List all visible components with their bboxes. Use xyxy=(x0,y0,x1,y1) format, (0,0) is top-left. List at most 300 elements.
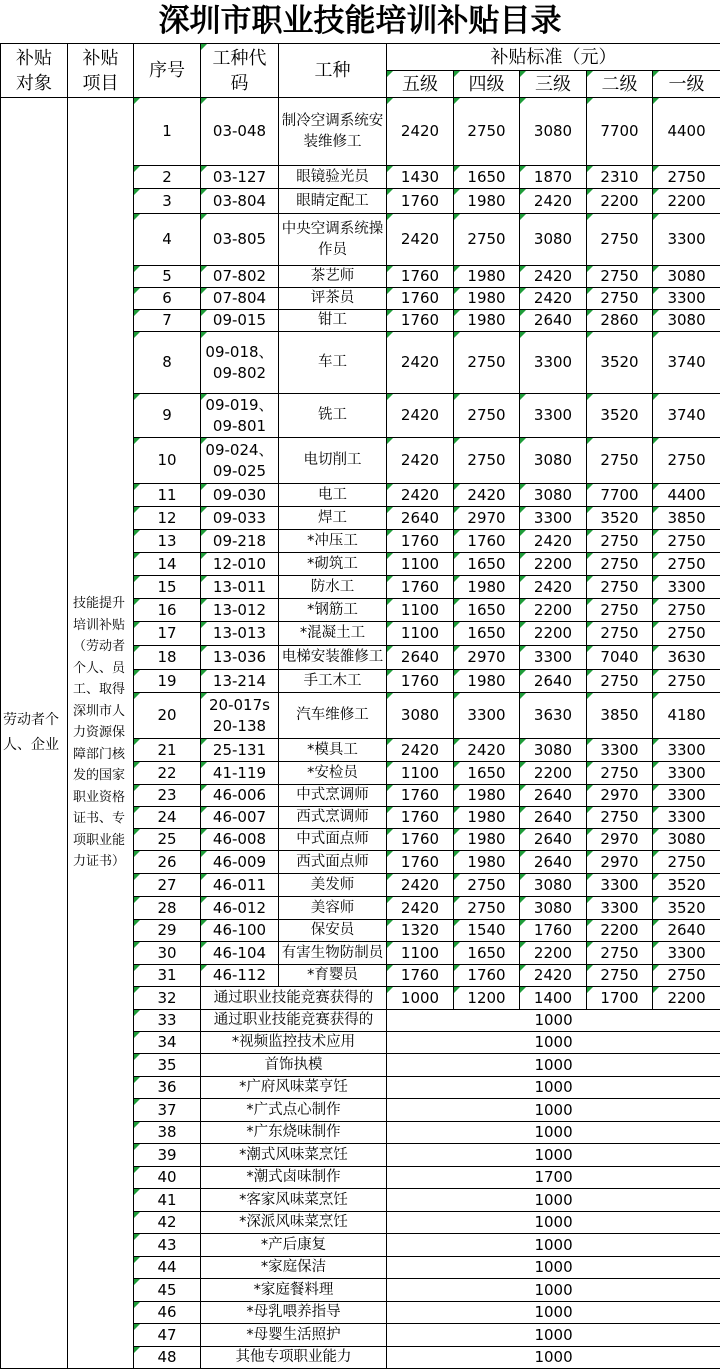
level-5-amount-cell: 1100 xyxy=(387,762,454,785)
code-cell: 09-030 xyxy=(201,484,279,507)
amount-cell: 1000 xyxy=(387,1257,720,1279)
job-cell: *冲压工 xyxy=(279,530,387,553)
level-5-amount-cell: 2420 xyxy=(387,214,454,266)
level-2-amount-cell: 7040 xyxy=(587,646,653,670)
job-cell: 通过职业技能竞赛获得的 xyxy=(201,1010,387,1032)
level-1-amount-cell: 3080 xyxy=(653,829,720,851)
seq-cell: 5 xyxy=(134,266,201,288)
level-5-amount-cell: 1760 xyxy=(387,829,454,851)
level-1-amount-cell: 2200 xyxy=(653,987,720,1010)
level-2-amount-cell: 3300 xyxy=(587,897,653,920)
level-3-amount-cell: 2200 xyxy=(520,762,587,785)
header-standard: 补贴标准（元） xyxy=(387,44,720,71)
level-5-amount-cell: 1760 xyxy=(387,670,454,693)
subsidy-project-cell: 技能提升培训补贴（劳动者个人、员工、取得深圳市人力资源保障部门核发的国家职业资格证书、专项职业能力证书） xyxy=(68,98,134,1369)
job-cell: 眼镜验光员 xyxy=(279,166,387,189)
amount-cell: 1000 xyxy=(387,1010,720,1032)
job-cell: 眼睛定配工 xyxy=(279,189,387,214)
level-3-amount-cell: 2200 xyxy=(520,553,587,576)
code-cell: 46-006 xyxy=(201,785,279,807)
level-5-amount-cell: 1760 xyxy=(387,288,454,310)
seq-cell: 24 xyxy=(134,807,201,829)
seq-cell: 32 xyxy=(134,987,201,1010)
job-cell: 手工木工 xyxy=(279,670,387,693)
level-2-amount-cell: 7700 xyxy=(587,98,653,166)
level-3-amount-cell: 3080 xyxy=(520,739,587,762)
header-project xyxy=(68,44,134,98)
job-cell: *广式点心制作 xyxy=(201,1099,387,1122)
seq-cell: 41 xyxy=(134,1189,201,1212)
seq-cell: 2 xyxy=(134,166,201,189)
level-2-amount-cell: 2750 xyxy=(587,576,653,599)
header-code-label: 工种代码 xyxy=(212,47,267,94)
level-4-amount-cell: 2420 xyxy=(454,739,520,762)
job-cell: 保安员 xyxy=(279,920,387,942)
job-cell: *砌筑工 xyxy=(279,553,387,576)
code-cell: 09-218 xyxy=(201,530,279,553)
seq-cell: 8 xyxy=(134,332,201,394)
job-cell: 中式烹调师 xyxy=(279,785,387,807)
level-1-amount-cell: 2750 xyxy=(653,530,720,553)
header-level-4: 四级 xyxy=(454,71,520,98)
seq-cell: 4 xyxy=(134,214,201,266)
level-3-amount-cell: 3080 xyxy=(520,438,587,484)
job-cell: *广府风味菜亨饪 xyxy=(201,1077,387,1099)
level-5-amount-cell: 1760 xyxy=(387,965,454,987)
header-project-label: 补贴项目 xyxy=(82,47,119,94)
job-cell: *广东烧味制作 xyxy=(201,1122,387,1144)
level-4-amount-cell: 1980 xyxy=(454,310,520,332)
level-2-amount-cell: 3520 xyxy=(587,332,653,394)
level-4-amount-cell: 2970 xyxy=(454,646,520,670)
level-2-amount-cell: 2750 xyxy=(587,762,653,785)
level-4-amount-cell: 1980 xyxy=(454,266,520,288)
code-cell: 07-804 xyxy=(201,288,279,310)
level-2-amount-cell: 3850 xyxy=(587,693,653,739)
code-cell: 03-127 xyxy=(201,166,279,189)
level-1-amount-cell: 3520 xyxy=(653,897,720,920)
level-1-amount-cell: 2750 xyxy=(653,166,720,189)
level-1-amount-cell: 2750 xyxy=(653,851,720,874)
level-1-amount-cell: 3520 xyxy=(653,874,720,897)
level-4-amount-cell: 2750 xyxy=(454,438,520,484)
level-1-amount-cell: 2750 xyxy=(653,965,720,987)
level-4-amount-cell: 1650 xyxy=(454,942,520,965)
amount-cell: 1000 xyxy=(387,1032,720,1054)
level-2-amount-cell: 2750 xyxy=(587,214,653,266)
level-3-amount-cell: 3080 xyxy=(520,98,587,166)
level-2-amount-cell: 7700 xyxy=(587,484,653,507)
seq-cell: 11 xyxy=(134,484,201,507)
header-level-5: 五级 xyxy=(387,71,454,98)
amount-cell: 1000 xyxy=(387,1054,720,1077)
job-cell: 电切削工 xyxy=(279,438,387,484)
level-1-amount-cell: 3300 xyxy=(653,288,720,310)
level-3-amount-cell: 2420 xyxy=(520,965,587,987)
level-2-amount-cell: 3300 xyxy=(587,739,653,762)
job-cell: *视频监控技术应用 xyxy=(201,1032,387,1054)
level-1-amount-cell: 2640 xyxy=(653,920,720,942)
level-2-amount-cell: 2750 xyxy=(587,942,653,965)
level-4-amount-cell: 1980 xyxy=(454,576,520,599)
level-2-amount-cell: 2860 xyxy=(587,310,653,332)
code-cell: 46-008 xyxy=(201,829,279,851)
amount-cell: 1000 xyxy=(387,1099,720,1122)
seq-cell: 33 xyxy=(134,1010,201,1032)
job-cell: 评茶员 xyxy=(279,288,387,310)
amount-cell: 1000 xyxy=(387,1144,720,1167)
level-3-amount-cell: 2420 xyxy=(520,266,587,288)
level-2-amount-cell: 3520 xyxy=(587,507,653,530)
level-3-amount-cell: 1760 xyxy=(520,920,587,942)
level-1-amount-cell: 3630 xyxy=(653,646,720,670)
level-3-amount-cell: 2640 xyxy=(520,807,587,829)
code-cell: 13-012 xyxy=(201,599,279,622)
job-cell: 制冷空调系统安装维修工 xyxy=(279,98,387,166)
seq-cell: 21 xyxy=(134,739,201,762)
job-cell: *家庭保洁 xyxy=(201,1257,387,1279)
level-4-amount-cell: 1200 xyxy=(454,987,520,1010)
job-cell: 有害生物防制员 xyxy=(279,942,387,965)
level-3-amount-cell: 3080 xyxy=(520,897,587,920)
level-1-amount-cell: 3080 xyxy=(653,266,720,288)
seq-cell: 30 xyxy=(134,942,201,965)
level-1-amount-cell: 4400 xyxy=(653,98,720,166)
level-2-amount-cell: 1700 xyxy=(587,987,653,1010)
table-body xyxy=(1,98,720,1369)
level-2-amount-cell: 2750 xyxy=(587,622,653,646)
level-2-amount-cell: 2750 xyxy=(587,965,653,987)
seq-cell: 14 xyxy=(134,553,201,576)
header-target-label: 补贴对象 xyxy=(16,47,52,94)
job-cell: *钢筋工 xyxy=(279,599,387,622)
level-2-amount-cell: 2750 xyxy=(587,288,653,310)
code-cell: 13-214 xyxy=(201,670,279,693)
level-2-amount-cell: 2200 xyxy=(587,920,653,942)
level-2-amount-cell: 2750 xyxy=(587,807,653,829)
code-cell: 46-112 xyxy=(201,965,279,987)
job-cell: 首饰执模 xyxy=(201,1054,387,1077)
level-5-amount-cell: 2420 xyxy=(387,332,454,394)
seq-cell: 15 xyxy=(134,576,201,599)
level-5-amount-cell: 1760 xyxy=(387,576,454,599)
code-cell: 46-007 xyxy=(201,807,279,829)
level-5-amount-cell: 2420 xyxy=(387,438,454,484)
level-4-amount-cell: 1980 xyxy=(454,785,520,807)
level-4-amount-cell: 3300 xyxy=(454,693,520,739)
seq-cell: 20 xyxy=(134,693,201,739)
table-row xyxy=(1,98,720,166)
level-3-amount-cell: 2640 xyxy=(520,851,587,874)
seq-cell: 6 xyxy=(134,288,201,310)
level-3-amount-cell: 3300 xyxy=(520,507,587,530)
seq-cell: 47 xyxy=(134,1324,201,1347)
job-cell: *混凝土工 xyxy=(279,622,387,646)
level-4-amount-cell: 1980 xyxy=(454,807,520,829)
seq-cell: 17 xyxy=(134,622,201,646)
amount-cell: 1000 xyxy=(387,1122,720,1144)
level-3-amount-cell: 3080 xyxy=(520,484,587,507)
header-level-3: 三级 xyxy=(520,71,587,98)
job-cell: 其他专项职业能力 xyxy=(201,1347,387,1369)
level-4-amount-cell: 1980 xyxy=(454,670,520,693)
level-4-amount-cell: 1650 xyxy=(454,553,520,576)
code-cell: 07-802 xyxy=(201,266,279,288)
seq-cell: 31 xyxy=(134,965,201,987)
code-cell: 13-013 xyxy=(201,622,279,646)
header-level-1: 一级 xyxy=(653,71,720,98)
level-1-amount-cell: 3300 xyxy=(653,807,720,829)
seq-cell: 10 xyxy=(134,438,201,484)
job-cell: *安检员 xyxy=(279,762,387,785)
code-cell: 09-024、09-025 xyxy=(201,438,279,484)
level-1-amount-cell: 3300 xyxy=(653,576,720,599)
code-cell: 46-011 xyxy=(201,874,279,897)
level-5-amount-cell: 2420 xyxy=(387,394,454,438)
level-2-amount-cell: 2750 xyxy=(587,266,653,288)
code-cell: 09-019、09-801 xyxy=(201,394,279,438)
job-cell: 西式烹调师 xyxy=(279,807,387,829)
level-4-amount-cell: 2750 xyxy=(454,874,520,897)
level-3-amount-cell: 2640 xyxy=(520,785,587,807)
level-4-amount-cell: 2750 xyxy=(454,394,520,438)
seq-cell: 40 xyxy=(134,1167,201,1189)
level-5-amount-cell: 1760 xyxy=(387,530,454,553)
level-4-amount-cell: 1760 xyxy=(454,530,520,553)
job-cell: 焊工 xyxy=(279,507,387,530)
level-5-amount-cell: 2420 xyxy=(387,897,454,920)
seq-cell: 35 xyxy=(134,1054,201,1077)
job-cell: 西式面点师 xyxy=(279,851,387,874)
seq-cell: 1 xyxy=(134,98,201,166)
code-cell: 46-100 xyxy=(201,920,279,942)
level-4-amount-cell: 1650 xyxy=(454,166,520,189)
code-cell: 12-010 xyxy=(201,553,279,576)
level-1-amount-cell: 4180 xyxy=(653,693,720,739)
level-5-amount-cell: 1760 xyxy=(387,785,454,807)
level-3-amount-cell: 2420 xyxy=(520,530,587,553)
job-cell: 电梯安装雒修工 xyxy=(279,646,387,670)
job-cell: 车工 xyxy=(279,332,387,394)
job-cell: 防水工 xyxy=(279,576,387,599)
code-cell: 46-104 xyxy=(201,942,279,965)
level-2-amount-cell: 2750 xyxy=(587,553,653,576)
level-1-amount-cell: 3740 xyxy=(653,394,720,438)
job-cell: 中式面点师 xyxy=(279,829,387,851)
seq-cell: 3 xyxy=(134,189,201,214)
header-seq: 序号 xyxy=(134,44,201,98)
table-header xyxy=(1,44,720,98)
amount-cell: 1000 xyxy=(387,1324,720,1347)
seq-cell: 29 xyxy=(134,920,201,942)
level-5-amount-cell: 1760 xyxy=(387,266,454,288)
job-cell: *潮式风味菜烹饪 xyxy=(201,1144,387,1167)
level-3-amount-cell: 1400 xyxy=(520,987,587,1010)
job-cell: *潮式卤味制作 xyxy=(201,1167,387,1189)
job-cell: *产后康复 xyxy=(201,1234,387,1257)
amount-cell: 1000 xyxy=(387,1279,720,1302)
level-5-amount-cell: 2640 xyxy=(387,646,454,670)
level-2-amount-cell: 2970 xyxy=(587,785,653,807)
level-4-amount-cell: 1760 xyxy=(454,965,520,987)
job-cell: 美容师 xyxy=(279,897,387,920)
level-1-amount-cell: 3300 xyxy=(653,214,720,266)
level-2-amount-cell: 2750 xyxy=(587,670,653,693)
level-3-amount-cell: 2420 xyxy=(520,288,587,310)
level-2-amount-cell: 2750 xyxy=(587,599,653,622)
seq-cell: 43 xyxy=(134,1234,201,1257)
level-5-amount-cell: 1760 xyxy=(387,189,454,214)
level-4-amount-cell: 1540 xyxy=(454,920,520,942)
seq-cell: 45 xyxy=(134,1279,201,1302)
level-3-amount-cell: 1870 xyxy=(520,166,587,189)
seq-cell: 27 xyxy=(134,874,201,897)
level-3-amount-cell: 3300 xyxy=(520,332,587,394)
level-4-amount-cell: 2750 xyxy=(454,214,520,266)
level-5-amount-cell: 2640 xyxy=(387,507,454,530)
seq-cell: 42 xyxy=(134,1212,201,1234)
level-2-amount-cell: 2970 xyxy=(587,829,653,851)
code-cell: 46-012 xyxy=(201,897,279,920)
level-1-amount-cell: 4400 xyxy=(653,484,720,507)
level-3-amount-cell: 3300 xyxy=(520,394,587,438)
level-5-amount-cell: 1760 xyxy=(387,851,454,874)
level-4-amount-cell: 1980 xyxy=(454,189,520,214)
level-4-amount-cell: 2420 xyxy=(454,484,520,507)
level-2-amount-cell: 2200 xyxy=(587,189,653,214)
level-4-amount-cell: 1650 xyxy=(454,622,520,646)
job-cell: 电工 xyxy=(279,484,387,507)
seq-cell: 13 xyxy=(134,530,201,553)
subsidy-table xyxy=(0,43,720,1369)
header-row-1 xyxy=(1,44,720,71)
seq-cell: 19 xyxy=(134,670,201,693)
level-3-amount-cell: 3080 xyxy=(520,874,587,897)
amount-cell: 1000 xyxy=(387,1347,720,1369)
job-cell: *客家风味菜烹饪 xyxy=(201,1189,387,1212)
level-1-amount-cell: 3850 xyxy=(653,507,720,530)
level-5-amount-cell: 3080 xyxy=(387,693,454,739)
level-4-amount-cell: 1980 xyxy=(454,829,520,851)
code-cell: 03-048 xyxy=(201,98,279,166)
code-cell: 09-033 xyxy=(201,507,279,530)
code-cell: 09-018、09-802 xyxy=(201,332,279,394)
amount-cell: 1700 xyxy=(387,1167,720,1189)
level-5-amount-cell: 1100 xyxy=(387,599,454,622)
page-title: 深圳市职业技能培训补贴目录 xyxy=(158,3,562,39)
level-5-amount-cell: 1100 xyxy=(387,622,454,646)
level-2-amount-cell: 2750 xyxy=(587,438,653,484)
code-cell: 20-017s 20-138 xyxy=(201,693,279,739)
level-1-amount-cell: 3300 xyxy=(653,762,720,785)
code-cell: 46-009 xyxy=(201,851,279,874)
level-1-amount-cell: 2750 xyxy=(653,599,720,622)
level-5-amount-cell: 2420 xyxy=(387,739,454,762)
level-2-amount-cell: 2970 xyxy=(587,851,653,874)
code-cell: 03-804 xyxy=(201,189,279,214)
job-cell: 中央空调系统操作员 xyxy=(279,214,387,266)
level-4-amount-cell: 2750 xyxy=(454,897,520,920)
seq-cell: 9 xyxy=(134,394,201,438)
seq-cell: 12 xyxy=(134,507,201,530)
level-5-amount-cell: 1100 xyxy=(387,553,454,576)
level-2-amount-cell: 2750 xyxy=(587,530,653,553)
header-code xyxy=(201,44,279,98)
level-5-amount-cell: 1430 xyxy=(387,166,454,189)
level-1-amount-cell: 3300 xyxy=(653,739,720,762)
seq-cell: 23 xyxy=(134,785,201,807)
seq-cell: 7 xyxy=(134,310,201,332)
level-1-amount-cell: 3300 xyxy=(653,942,720,965)
level-5-amount-cell: 1100 xyxy=(387,942,454,965)
job-cell: *母婴生活照护 xyxy=(201,1324,387,1347)
level-3-amount-cell: 2640 xyxy=(520,829,587,851)
level-4-amount-cell: 1980 xyxy=(454,288,520,310)
level-1-amount-cell: 2750 xyxy=(653,438,720,484)
job-cell: *深派风味菜烹饪 xyxy=(201,1212,387,1234)
seq-cell: 44 xyxy=(134,1257,201,1279)
seq-cell: 36 xyxy=(134,1077,201,1099)
level-3-amount-cell: 2200 xyxy=(520,599,587,622)
seq-cell: 37 xyxy=(134,1099,201,1122)
level-5-amount-cell: 1760 xyxy=(387,310,454,332)
level-4-amount-cell: 2970 xyxy=(454,507,520,530)
job-cell: 美发师 xyxy=(279,874,387,897)
seq-cell: 48 xyxy=(134,1347,201,1369)
code-cell: 13-036 xyxy=(201,646,279,670)
level-1-amount-cell: 2750 xyxy=(653,553,720,576)
amount-cell: 1000 xyxy=(387,1212,720,1234)
level-1-amount-cell: 2750 xyxy=(653,670,720,693)
level-1-amount-cell: 2200 xyxy=(653,189,720,214)
code-cell: 13-011 xyxy=(201,576,279,599)
level-2-amount-cell: 3300 xyxy=(587,874,653,897)
seq-cell: 26 xyxy=(134,851,201,874)
level-3-amount-cell: 3080 xyxy=(520,214,587,266)
seq-cell: 46 xyxy=(134,1302,201,1324)
level-2-amount-cell: 2310 xyxy=(587,166,653,189)
code-cell: 03-805 xyxy=(201,214,279,266)
level-4-amount-cell: 2750 xyxy=(454,98,520,166)
level-2-amount-cell: 3520 xyxy=(587,394,653,438)
job-cell: *育婴员 xyxy=(279,965,387,987)
job-cell: 汽车维修工 xyxy=(279,693,387,739)
level-4-amount-cell: 1650 xyxy=(454,762,520,785)
amount-cell: 1000 xyxy=(387,1189,720,1212)
level-3-amount-cell: 2640 xyxy=(520,310,587,332)
code-cell: 09-015 xyxy=(201,310,279,332)
seq-cell: 39 xyxy=(134,1144,201,1167)
seq-cell: 38 xyxy=(134,1122,201,1144)
seq-cell: 25 xyxy=(134,829,201,851)
header-level-2: 二级 xyxy=(587,71,653,98)
level-3-amount-cell: 3630 xyxy=(520,693,587,739)
job-cell: *母乳喂养指导 xyxy=(201,1302,387,1324)
level-1-amount-cell: 3080 xyxy=(653,310,720,332)
level-5-amount-cell: 2420 xyxy=(387,98,454,166)
subsidy-target-cell: 劳动者个人、企业 xyxy=(1,98,68,1369)
level-1-amount-cell: 3300 xyxy=(653,785,720,807)
seq-cell: 28 xyxy=(134,897,201,920)
level-5-amount-cell: 1320 xyxy=(387,920,454,942)
job-cell: 钳工 xyxy=(279,310,387,332)
amount-cell: 1000 xyxy=(387,1234,720,1257)
level-3-amount-cell: 2420 xyxy=(520,189,587,214)
level-4-amount-cell: 1650 xyxy=(454,599,520,622)
code-cell: 41-119 xyxy=(201,762,279,785)
job-cell: 通过职业技能竞赛获得的 xyxy=(201,987,387,1010)
job-cell: *模具工 xyxy=(279,739,387,762)
